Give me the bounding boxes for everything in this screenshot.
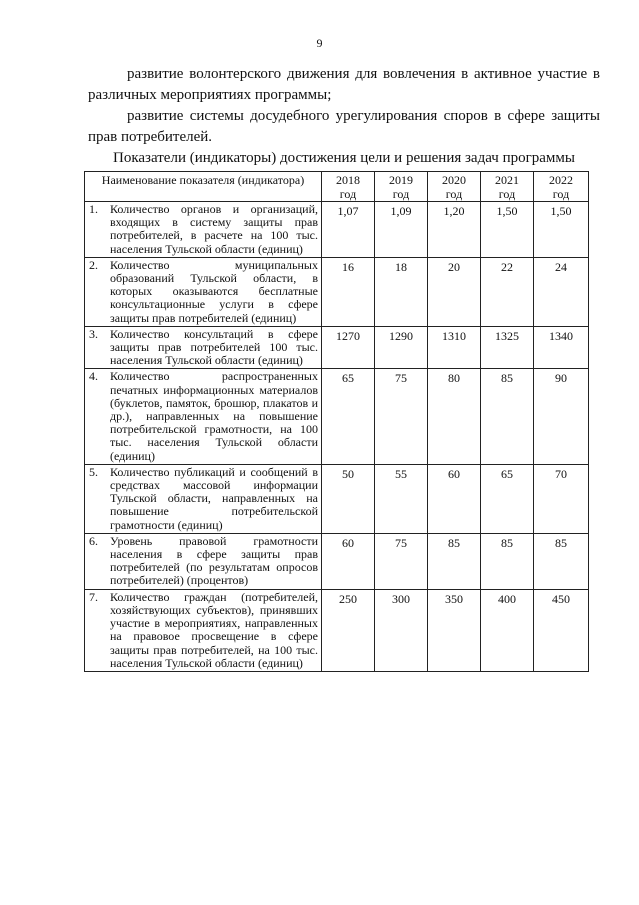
indicator-name-cell	[85, 326, 322, 369]
header-year-2020	[428, 172, 481, 202]
row-number: 1.	[89, 202, 98, 216]
value-2020: 60	[428, 464, 481, 533]
paragraph-volunteer: развитие волонтерского движения для вовлечения в активное участие в различных мероприятиях программы;	[88, 66, 600, 103]
table-header-row	[85, 172, 589, 202]
value-2018: 1,07	[322, 202, 375, 258]
value-2020: 1,20	[428, 202, 481, 258]
table-row	[85, 257, 589, 326]
header-year-2022	[534, 172, 589, 202]
value-2019: 300	[375, 589, 428, 671]
value-2021: 1325	[481, 326, 534, 369]
table-row	[85, 533, 589, 589]
header-indicator-name: Наименование показателя (индикатора)	[85, 172, 322, 202]
value-2020: 80	[428, 369, 481, 464]
header-year-2019	[375, 172, 428, 202]
row-number: 6.	[89, 533, 98, 548]
indicator-name-cell	[85, 202, 322, 258]
indicators-table	[84, 171, 589, 672]
value-2021: 1,50	[481, 202, 534, 258]
value-2021: 85	[481, 369, 534, 464]
value-2021: 22	[481, 257, 534, 326]
header-year: 2020	[442, 173, 466, 187]
row-number: 3.	[89, 326, 98, 341]
value-2018: 250	[322, 589, 375, 671]
value-2019: 75	[375, 533, 428, 589]
value-2022: 24	[534, 257, 589, 326]
header-unit: год	[552, 187, 570, 201]
table-row	[85, 464, 589, 533]
indicator-name: Количество граждан (потребителей, хозяйствующих субъектов), принявших участие в мероприятиях, направленных на правовое просвещение в сфере защиты прав потребителей, на 100 тыс. населения Тульской области (единиц)	[110, 589, 318, 670]
value-2018: 60	[322, 533, 375, 589]
header-unit: год	[445, 187, 463, 201]
value-2019: 55	[375, 464, 428, 533]
value-2019: 1,09	[375, 202, 428, 258]
value-2019: 75	[375, 369, 428, 464]
header-unit: год	[392, 187, 410, 201]
page-number: 9	[316, 36, 323, 50]
header-year-2018	[322, 172, 375, 202]
indicator-name: Количество органов и организаций, входящих в систему защиты прав потребителей, в расчете на 100 тыс. населения Тульской области (единиц)	[110, 202, 318, 256]
header-year: 2018	[336, 173, 360, 187]
value-2018: 50	[322, 464, 375, 533]
paragraph-pretrial: развитие системы досудебного урегулирования споров в сфере защиты прав потребителей.	[88, 108, 600, 145]
header-year: 2021	[495, 173, 519, 187]
indicator-name: Количество консультаций в сфере защиты прав потребителей 100 тыс. населения Тульской области (единиц)	[110, 326, 318, 368]
value-2021: 85	[481, 533, 534, 589]
value-2022: 1340	[534, 326, 589, 369]
indicator-name: Уровень правовой грамотности населения в сфере защиты прав потребителей (по результатам опросов потребителей) (процентов)	[110, 533, 318, 588]
table-row	[85, 369, 589, 464]
header-year: 2019	[389, 173, 413, 187]
indicator-name-cell	[85, 589, 322, 671]
header-unit: год	[339, 187, 357, 201]
value-2020: 20	[428, 257, 481, 326]
value-2022: 90	[534, 369, 589, 464]
value-2018: 16	[322, 257, 375, 326]
value-2020: 350	[428, 589, 481, 671]
indicator-name: Количество муниципальных образований Тульской области, в которых оказываются бесплатные консультационные услуги в сфере защиты прав потребителей (единиц)	[110, 257, 318, 325]
value-2022: 85	[534, 533, 589, 589]
header-unit: год	[498, 187, 516, 201]
row-number: 7.	[89, 589, 98, 604]
indicator-name-cell	[85, 257, 322, 326]
table-caption: Показатели (индикаторы) достижения цели и решения задач программы	[113, 150, 575, 166]
value-2022: 450	[534, 589, 589, 671]
value-2021: 400	[481, 589, 534, 671]
indicator-name: Количество распространенных печатных информационных материалов (буклетов, памяток, брошюр, плакатов и др.), направленных на повышение потребительской грамотности, на 100 тыс. населения Тульской области (единиц)	[110, 369, 318, 463]
table-row	[85, 326, 589, 369]
value-2018: 65	[322, 369, 375, 464]
indicator-name-cell	[85, 464, 322, 533]
table-row	[85, 202, 589, 258]
value-2020: 1310	[428, 326, 481, 369]
value-2019: 18	[375, 257, 428, 326]
row-number: 4.	[89, 369, 98, 384]
table-row	[85, 589, 589, 671]
value-2022: 70	[534, 464, 589, 533]
indicator-name-cell	[85, 369, 322, 464]
value-2020: 85	[428, 533, 481, 589]
value-2019: 1290	[375, 326, 428, 369]
value-2018: 1270	[322, 326, 375, 369]
indicator-name-cell	[85, 533, 322, 589]
value-2021: 65	[481, 464, 534, 533]
header-year-2021	[481, 172, 534, 202]
row-number: 2.	[89, 257, 98, 272]
row-number: 5.	[89, 464, 98, 479]
indicator-name: Количество публикаций и сообщений в средствах массовой информации Тульской области, направленных на повышение потребительской грамотности (единиц)	[110, 464, 318, 532]
value-2022: 1,50	[534, 202, 589, 258]
header-year: 2022	[549, 173, 573, 187]
